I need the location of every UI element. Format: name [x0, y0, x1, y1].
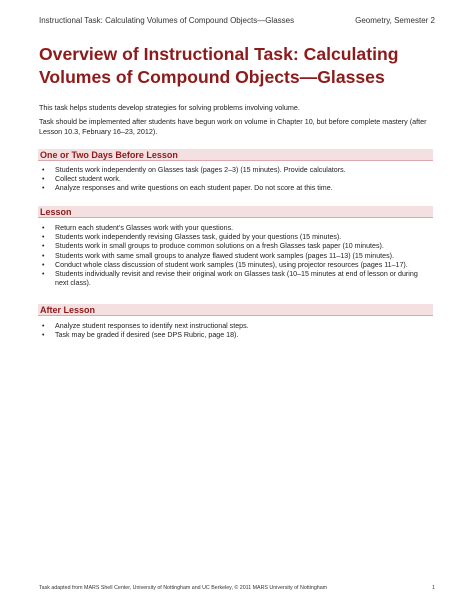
section-heading-after-lesson: After Lesson: [38, 304, 433, 316]
list-item-text: Students work in small groups to produce common solutions on a fresh Glasses task paper (10 minutes).: [55, 242, 384, 251]
bullet-icon: •: [42, 332, 45, 340]
running-header: [39, 16, 435, 25]
list-item: [39, 175, 433, 184]
title-line-1: Overview of Instructional Task: Calculating: [39, 44, 399, 64]
list-item-text: Students work independently revising Glasses task, guided by your questions (15 minutes).: [55, 233, 342, 242]
page-title: [39, 43, 439, 89]
list-item-text: Students work independently on Glasses task (pages 2–3) (15 minutes). Provide calculators.: [55, 166, 346, 174]
list-item: [39, 242, 433, 251]
list-item: [39, 166, 433, 175]
list-item: [39, 184, 433, 193]
list-item-text: Analyze responses and write questions on each student paper. Do not score at this time.: [55, 184, 333, 193]
bullet-icon: •: [42, 176, 45, 184]
page-number: 1: [432, 585, 435, 591]
title-line-2: Volumes of Compound Objects—Glasses: [39, 67, 385, 87]
list-item-text: Collect student work.: [55, 175, 121, 184]
section-heading-lesson: Lesson: [38, 206, 433, 218]
section-heading-before-lesson: One or Two Days Before Lesson: [38, 149, 433, 161]
list-item: [39, 224, 433, 233]
before-lesson-list: [39, 166, 433, 194]
list-item: [39, 252, 433, 261]
list-item: [39, 322, 433, 331]
bullet-icon: •: [42, 271, 45, 279]
list-item: [39, 270, 433, 288]
lesson-list: [39, 224, 433, 288]
bullet-icon: •: [42, 323, 45, 330]
list-item-text: Task may be graded if desired (see DPS Rubric, page 18).: [55, 331, 239, 340]
timing-paragraph: Task should be implemented after students have begun work on volume in Chapter 10, but before complete mastery (after Lesson 10.3, February 16–23, 2012).: [39, 117, 427, 136]
bullet-icon: •: [42, 225, 45, 232]
header-task-title: Instructional Task: Calculating Volumes of Compound Objects—Glasses: [39, 16, 295, 25]
intro-paragraph: This task helps students develop strategies for solving problems involving volume.: [39, 103, 300, 112]
list-item: [39, 331, 433, 340]
page-footer: [39, 585, 435, 591]
bullet-icon: •: [42, 167, 45, 174]
bullet-icon: •: [42, 252, 45, 260]
bullet-icon: •: [42, 185, 45, 193]
list-item-text: Analyze student responses to identify next instructional steps.: [55, 322, 249, 330]
bullet-icon: •: [42, 261, 45, 269]
list-item-text: Students work with same small groups to analyze flawed student work samples (pages 11–13) (15 minutes).: [55, 251, 394, 260]
bullet-icon: •: [42, 243, 45, 251]
list-item: [39, 261, 433, 270]
after-lesson-list: [39, 322, 433, 340]
list-item-text: Conduct whole class discussion of student work samples (15 minutes), using projector resources (pages 11–17).: [55, 260, 408, 269]
bullet-icon: •: [42, 234, 45, 242]
header-course: Geometry, Semester 2: [355, 16, 435, 25]
footer-credit: Task adapted from MARS Shell Center, University of Nottingham and UC Berkeley, © 2011 MARS University of Nottingham: [39, 585, 328, 591]
list-item: [39, 233, 433, 242]
list-item-text: Return each student’s Glasses work with your questions.: [55, 224, 234, 232]
list-item-text: Students individually revisit and revise their original work on Glasses task (10–15 minutes at end of lesson or during next class).: [55, 270, 418, 288]
